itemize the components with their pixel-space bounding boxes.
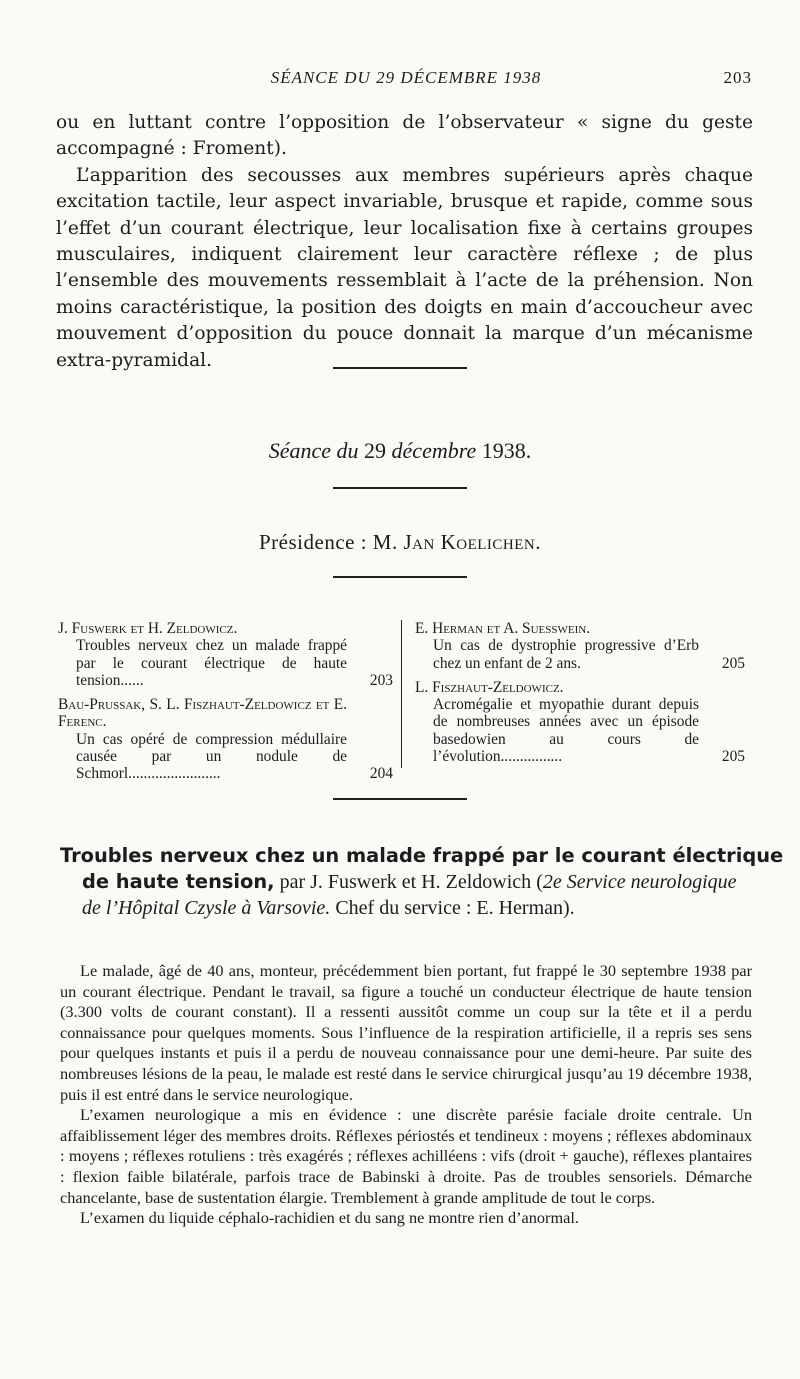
toc-page: 203 [369,671,393,689]
toc-authors: L. Fiszhaut-Zeldowicz. [415,678,564,696]
toc-title: Acromégalie et myopathie durant depuis de nombreuses années avec un épisode basedowien au cours de l’évolution................ [433,696,699,766]
table-of-contents [58,620,748,783]
article-paren: ( [536,871,543,893]
article-chief: Chef du service : E. Herman). [335,897,575,919]
article-paragraph: L’examen neurologique a mis en évidence : une discrète parésie faciale droite centrale. Un affaiblissement léger des membres droits. Réflexes périostés et tendineux : moyens ; réflexes abdominaux : moyens ; réflexes rotuliens : très exagérés ; réflexes achilléens : vifs (droit + gauche), réflexes plantaires : flexion faible bilatérale, parfois trace de Babinski à droite. Pas de troubles sensoriels. Démarche chancelante, base de sustentation élargie. Tremblement à grande amplitude de tout le corps. [60,1105,752,1207]
page-number: 203 [723,68,752,87]
article-body [60,961,752,1229]
article-title-line1: Troubles nerveux chez un malade frappé par le courant électrique [60,844,784,867]
toc-entry [415,679,745,765]
seance-year: 1938. [481,438,532,463]
article-authors: par J. Fuswerk et H. Zeldowich [279,871,532,893]
divider-rule [333,576,467,578]
running-title: SÉANCE DU 29 DÉCEMBRE 1938 [270,68,542,87]
article-affiliation: Service neurologique de l’Hôpital Czysle à Varsovie. [82,871,737,919]
seance-day: 29 [364,438,387,463]
article-title [60,843,784,921]
divider-rule [333,487,467,489]
presidence-label: Présidence : M. [259,530,398,554]
toc-page: 204 [369,765,393,783]
running-head [60,68,752,92]
toc-title: Troubles nerveux chez un malade frappé par le courant électrique de haute tension...... [76,637,347,689]
toc-title: Un cas opéré de compression médullaire causée par un nodule de Schmorl........................ [76,730,347,783]
divider-rule [333,367,467,369]
toc-entry [58,696,393,782]
toc-authors: E. Herman et A. Suesswein. [415,620,591,637]
toc-entry [415,620,745,672]
seance-title [0,438,800,464]
president-name: Jan Koelichen. [403,530,541,554]
toc-column-right [415,620,745,772]
toc-entry [58,620,393,689]
toc-authors: Bau-Prussak, S. L. Fiszhaut-Zeldowicz et E. Ferenc. [58,696,347,731]
toc-page: 205 [721,748,745,766]
intro-text [56,110,753,374]
article-service-num: 2e [542,871,562,893]
seance-month: décembre [391,438,477,463]
intro-paragraph: ou en luttant contre l’opposition de l’observateur « signe du geste accompagné : Froment). [56,112,753,160]
divider-rule [333,798,467,800]
intro-paragraph: L’apparition des secousses aux membres supérieurs après chaque excitation tactile, leur aspect invariable, brusque et rapide, comme sous l’effet d’un courant électrique, leur localisation fixe à certains groupes musculaires, indiquent clairement leur caractère réflexe ; de plus l’ensemble des mouvements ressemblait à l’acte de la préhension. Non moins caractéristique, la position des doigts en main d’accoucheur avec mouvement d’opposition du pouce donnait la marque d’un mécanisme extra-pyramidal. [56,164,753,371]
article-title-rest [60,869,752,921]
article-paragraph: L’examen du liquide céphalo-rachidien et du sang ne montre rien d’anormal. [80,1208,579,1228]
article-paragraph: Le malade, âgé de 40 ans, monteur, précédemment bien portant, fut frappé le 30 septembre 1938 par un courant électrique. Pendant le travail, sa figure a touché un conducteur électrique de haute tension (3.300 volts de courant constant). Il a ressenti aussitôt comme un coup sur la tête et il a perdu connaissance pour quelques moments. Sous l’influence de la respiration artificielle, il a repris ses sens pour quelques instants et puis il a perdu de nouveau connaissance pour une demi-heure. Par suite des nombreuses lésions de la peau, le malade est resté dans le service chirurgical jusqu’au 19 décembre 1938, puis il est entré dans le service neurologique. [60,961,752,1104]
presidence-line [0,530,800,555]
toc-column-left [58,620,393,790]
toc-page: 205 [721,654,745,672]
toc-title: Un cas de dystrophie progressive d’Erb chez un enfant de 2 ans. [433,637,699,672]
toc-authors: J. Fuswerk et H. Zeldowicz. [58,620,238,637]
seance-label: Séance du [268,438,359,463]
toc-column-divider [401,620,402,768]
article-title-line2: de haute tension, [82,870,275,893]
